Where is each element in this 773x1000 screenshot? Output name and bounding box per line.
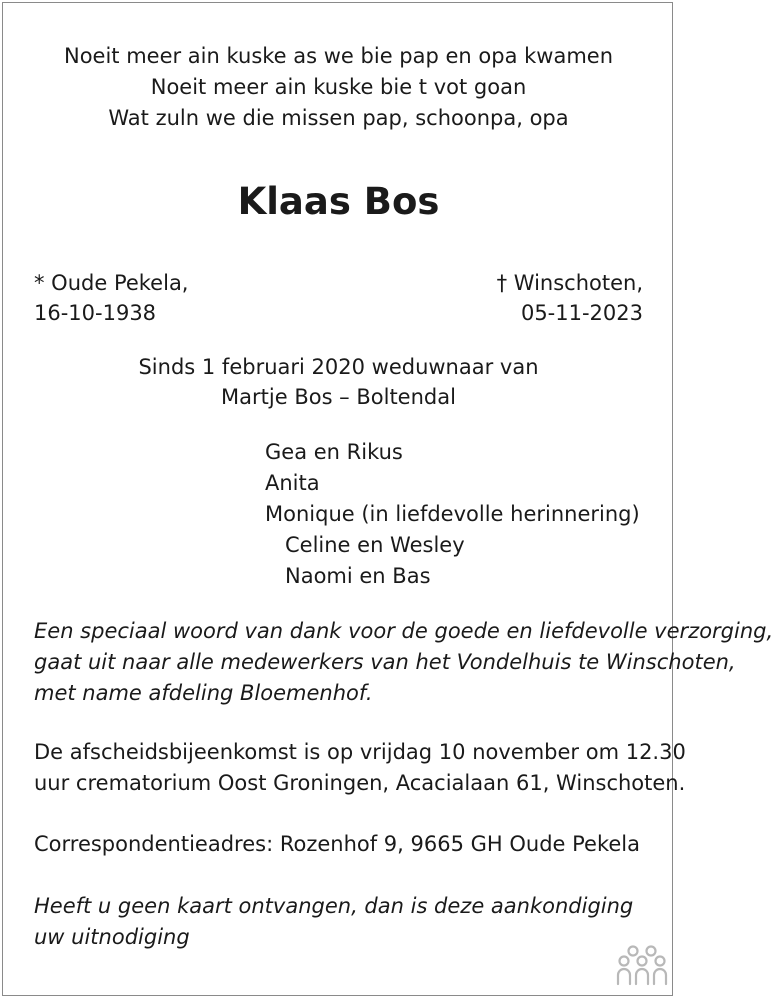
grandchild: Celine en Wesley (285, 533, 465, 557)
birth-place: * Oude Pekela, (34, 271, 189, 295)
widower-line-2: Martje Bos – Boltendal (221, 385, 456, 409)
farewell-line-1: De afscheidsbijeenkomst is op vrijdag 10 november om 12.30 (34, 740, 686, 764)
farewell-line-2: uur crematorium Oost Groningen, Acacialaan 61, Winschoten. (34, 771, 686, 795)
correspondence-address: Correspondentieadres: Rozenhof 9, 9665 GH Oude Pekela (34, 832, 641, 856)
people-group-icon (616, 944, 668, 986)
poem-line-1: Noeit meer ain kuske as we bie pap en opa kwamen (63, 44, 614, 68)
poem-line-3: Wat zuln we die missen pap, schoonpa, opa (108, 106, 569, 130)
thanks-line-2: gaat uit naar alle medewerkers van het Vondelhuis te Winschoten, (34, 650, 736, 674)
widower-line-1: Sinds 1 februari 2020 weduwnaar van (138, 355, 539, 379)
family-member: Gea en Rikus (265, 440, 403, 464)
thanks-line-1: Een speciaal woord van dank voor de goede en liefdevolle verzorging, (34, 619, 773, 643)
birth-date: 16-10-1938 (34, 301, 157, 325)
death-date: 05-11-2023 (520, 301, 643, 325)
deceased-name: Klaas Bos (237, 180, 440, 223)
thanks-line-3: met name afdeling Bloemenhof. (34, 681, 373, 705)
family-member: Monique (in liefdevolle herinnering) (265, 502, 640, 526)
death-place: † Winschoten, (496, 271, 643, 295)
invitation-line-2: uw uitnodiging (34, 925, 190, 949)
family-member: Anita (265, 471, 320, 495)
invitation-line-1: Heeft u geen kaart ontvangen, dan is deze aankondiging (34, 894, 634, 918)
grandchild: Naomi en Bas (285, 564, 431, 588)
poem-line-2: Noeit meer ain kuske bie t vot goan (150, 75, 527, 99)
